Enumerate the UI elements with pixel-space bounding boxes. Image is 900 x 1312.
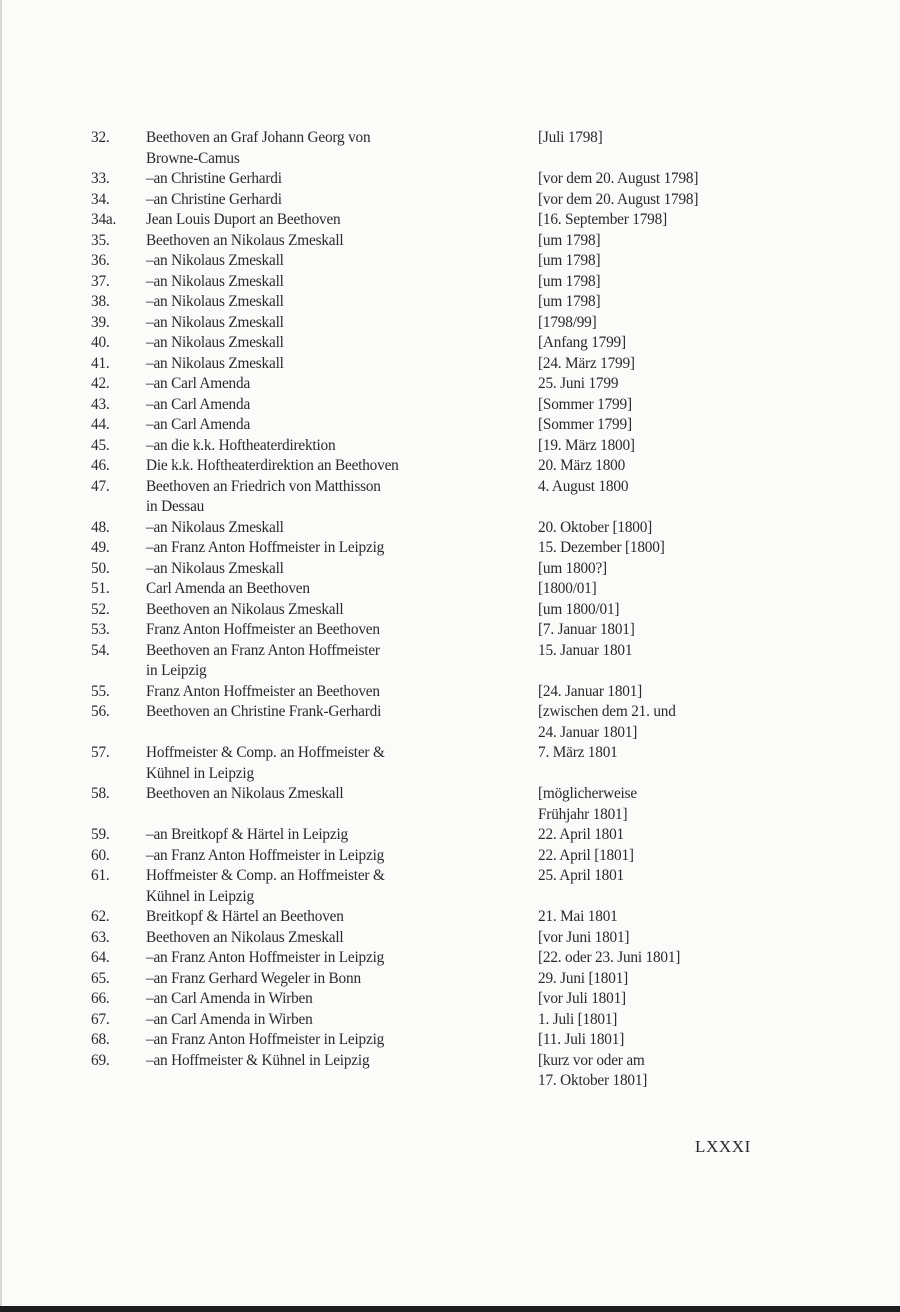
- entry-date: [vor dem 20. August 1798]: [538, 190, 699, 208]
- entry-correspondents: –an Carl Amenda in Wirben: [146, 990, 313, 1007]
- list-item: [91, 415, 771, 436]
- entry-correspondents: Beethoven an Nikolaus Zmeskall: [146, 785, 344, 802]
- entry-correspondents: –an Franz Anton Hoffmeister in Leipzig: [146, 949, 385, 966]
- list-item: [91, 1051, 771, 1092]
- entry-correspondents: –an Carl Amenda: [146, 375, 251, 392]
- entry-correspondents: –an die k.k. Hoftheaterdirektion: [146, 436, 336, 454]
- list-item: [91, 702, 771, 743]
- entry-number: 35.: [91, 231, 110, 249]
- list-item: [91, 784, 771, 825]
- entry-correspondents: Carl Amenda an Beethoven: [146, 580, 310, 597]
- entry-number: 37.: [91, 272, 110, 290]
- list-item: [91, 436, 771, 457]
- list-item: [91, 579, 771, 600]
- entry-correspondents: Breitkopf & Härtel an Beethoven: [146, 908, 344, 925]
- entry-number: 44.: [91, 416, 110, 433]
- entry-correspondents: –an Breitkopf & Härtel in Leipzig: [146, 826, 348, 843]
- list-item: [91, 190, 771, 211]
- entry-date: 21. Mai 1801: [538, 908, 618, 925]
- entry-correspondents: –an Nikolaus Zmeskall: [146, 354, 284, 372]
- entry-number: 63.: [91, 928, 110, 946]
- entry-number: 51.: [91, 580, 110, 597]
- entry-correspondents: –an Carl Amenda: [146, 395, 251, 413]
- list-item: [91, 231, 771, 252]
- entry-correspondents: –an Nikolaus Zmeskall: [146, 559, 284, 577]
- entry-date: [um 1798]: [538, 272, 601, 290]
- entry-number: 54.: [91, 641, 110, 659]
- entry-correspondents: Beethoven an Nikolaus Zmeskall: [146, 231, 344, 249]
- entry-date: [um 1800?]: [538, 559, 607, 577]
- entry-date: [1798/99]: [538, 313, 597, 331]
- entry-number: 59.: [91, 826, 110, 843]
- entry-number: 42.: [91, 375, 110, 392]
- entry-number: 47.: [91, 477, 110, 495]
- entry-number: 52.: [91, 600, 110, 618]
- entry-date: [22. oder 23. Juni 1801]: [538, 949, 681, 966]
- entry-correspondents: –an Franz Anton Hoffmeister in Leipzig: [146, 846, 385, 864]
- entry-correspondents: Beethoven an Friedrich von Matthisson in Dessau: [146, 477, 381, 515]
- list-item: [91, 928, 771, 949]
- entry-correspondents: –an Christine Gerhardi: [146, 190, 282, 208]
- entry-correspondents: Beethoven an Nikolaus Zmeskall: [146, 928, 344, 946]
- entry-correspondents: Beethoven an Graf Johann Georg von Browne-Camus: [146, 129, 371, 167]
- list-item: [91, 969, 771, 990]
- entry-date: [möglicherweise Frühjahr 1801]: [538, 785, 637, 823]
- list-item: [91, 251, 771, 272]
- entry-date: [um 1798]: [538, 252, 601, 269]
- entry-correspondents: Franz Anton Hoffmeister an Beethoven: [146, 682, 380, 700]
- list-item: [91, 395, 771, 416]
- entry-number: 36.: [91, 252, 110, 269]
- entry-number: 34.: [91, 190, 110, 208]
- list-item: [91, 456, 771, 477]
- entry-correspondents: –an Nikolaus Zmeskall: [146, 272, 284, 290]
- entry-correspondents: Die k.k. Hoftheaterdirektion an Beethoven: [146, 457, 399, 474]
- entry-number: 55.: [91, 682, 110, 700]
- list-item: [91, 354, 771, 375]
- entry-number: 39.: [91, 313, 110, 331]
- list-item: [91, 272, 771, 293]
- entry-date: [1800/01]: [538, 580, 597, 597]
- entry-number: 32.: [91, 129, 110, 146]
- entry-correspondents: –an Nikolaus Zmeskall: [146, 313, 284, 331]
- list-item: [91, 907, 771, 928]
- entry-date: [um 1798]: [538, 231, 601, 249]
- entry-correspondents: –an Christine Gerhardi: [146, 170, 282, 187]
- list-item: [91, 210, 771, 231]
- page-edge-bottom: [0, 1306, 900, 1312]
- entry-number: 57.: [91, 744, 110, 761]
- entry-correspondents: –an Franz Anton Hoffmeister in Leipzig: [146, 1031, 385, 1048]
- list-item: [91, 313, 771, 334]
- page-number: LXXXI: [695, 1137, 751, 1156]
- list-item: [91, 292, 771, 313]
- entry-date: [zwischen dem 21. und 24. Januar 1801]: [538, 703, 676, 741]
- entry-date: 7. März 1801: [538, 744, 618, 761]
- entry-number: 56.: [91, 703, 110, 720]
- entry-correspondents: Jean Louis Duport an Beethoven: [146, 211, 341, 228]
- entry-date: [um 1800/01]: [538, 600, 620, 618]
- entry-number: 62.: [91, 908, 110, 925]
- entry-number: 48.: [91, 518, 110, 536]
- entry-number: 41.: [91, 354, 110, 372]
- list-item: [91, 846, 771, 867]
- list-item: [91, 333, 771, 354]
- entry-correspondents: –an Nikolaus Zmeskall: [146, 293, 284, 310]
- entry-correspondents: –an Nikolaus Zmeskall: [146, 252, 284, 269]
- list-item: [91, 948, 771, 969]
- entry-date: [Juli 1798]: [538, 129, 603, 146]
- list-item: [91, 682, 771, 703]
- entry-date: [vor Juli 1801]: [538, 990, 626, 1007]
- list-item: [91, 518, 771, 539]
- list-item: [91, 989, 771, 1010]
- entry-date: [Anfang 1799]: [538, 334, 626, 351]
- list-item: [91, 866, 771, 907]
- entry-correspondents: Beethoven an Christine Frank-Gerhardi: [146, 703, 382, 720]
- entry-number: 60.: [91, 846, 110, 864]
- entry-number: 43.: [91, 395, 110, 413]
- list-item: [91, 1010, 771, 1031]
- entry-date: 1. Juli [1801]: [538, 1010, 618, 1028]
- entry-date: [um 1798]: [538, 293, 601, 310]
- entry-number: 38.: [91, 293, 110, 310]
- entry-correspondents: –an Nikolaus Zmeskall: [146, 334, 284, 351]
- list-item: [91, 825, 771, 846]
- entry-date: 25. Juni 1799: [538, 375, 619, 392]
- entry-correspondents: Beethoven an Nikolaus Zmeskall: [146, 600, 344, 618]
- entry-date: [7. Januar 1801]: [538, 621, 635, 638]
- entry-correspondents: Hoffmeister & Comp. an Hoffmeister & Kühnel in Leipzig: [146, 744, 385, 782]
- list-item: [91, 374, 771, 395]
- page-edge-left: [0, 0, 2, 1312]
- entry-number: 68.: [91, 1031, 110, 1048]
- entry-correspondents: Franz Anton Hoffmeister an Beethoven: [146, 621, 380, 638]
- list-item: [91, 128, 771, 169]
- entry-date: 29. Juni [1801]: [538, 969, 629, 987]
- entry-date: 15. Januar 1801: [538, 641, 633, 659]
- entry-number: 69.: [91, 1051, 110, 1069]
- entry-date: [Sommer 1799]: [538, 395, 632, 413]
- list-item: [91, 538, 771, 559]
- entry-number: 45.: [91, 436, 110, 454]
- entry-correspondents: –an Carl Amenda in Wirben: [146, 1010, 313, 1028]
- entry-correspondents: –an Hoffmeister & Kühnel in Leipzig: [146, 1051, 370, 1069]
- entry-date: 15. Dezember [1800]: [538, 539, 665, 556]
- entry-date: 20. Oktober [1800]: [538, 518, 653, 536]
- entry-number: 40.: [91, 334, 110, 351]
- entry-number: 34a.: [91, 211, 117, 228]
- list-item: [91, 641, 771, 682]
- entry-number: 46.: [91, 457, 110, 474]
- entry-date: [vor dem 20. August 1798]: [538, 170, 699, 187]
- list-item: [91, 600, 771, 621]
- entry-number: 50.: [91, 559, 110, 577]
- entry-number: 33.: [91, 170, 110, 187]
- entry-date: [16. September 1798]: [538, 211, 667, 228]
- entry-correspondents: Beethoven an Franz Anton Hoffmeister in Leipzig: [146, 641, 380, 679]
- entry-number: 66.: [91, 990, 110, 1007]
- entry-date: [11. Juli 1801]: [538, 1031, 625, 1048]
- entry-correspondents: Hoffmeister & Comp. an Hoffmeister & Kühnel in Leipzig: [146, 867, 385, 905]
- list-item: [91, 477, 771, 518]
- entry-date: [kurz vor oder am 17. Oktober 1801]: [538, 1051, 648, 1089]
- entry-number: 49.: [91, 539, 110, 556]
- entry-number: 64.: [91, 949, 110, 966]
- entry-date: 25. April 1801: [538, 867, 625, 884]
- entry-date: 22. April 1801: [538, 826, 625, 843]
- list-item: [91, 1030, 771, 1051]
- entry-correspondents: –an Franz Gerhard Wegeler in Bonn: [146, 969, 361, 987]
- list-item: [91, 169, 771, 190]
- entry-number: 53.: [91, 621, 110, 638]
- entry-date: [vor Juni 1801]: [538, 928, 630, 946]
- entry-date: 4. August 1800: [538, 477, 629, 495]
- entry-correspondents: –an Nikolaus Zmeskall: [146, 518, 284, 536]
- entry-date: [19. März 1800]: [538, 436, 635, 454]
- entry-number: 61.: [91, 867, 110, 884]
- entry-number: 65.: [91, 969, 110, 987]
- entry-correspondents: –an Carl Amenda: [146, 416, 251, 433]
- list-item: [91, 743, 771, 784]
- entry-date: [Sommer 1799]: [538, 416, 632, 433]
- list-item: [91, 620, 771, 641]
- entry-correspondents: –an Franz Anton Hoffmeister in Leipzig: [146, 539, 385, 556]
- letter-list: [91, 128, 771, 1092]
- entry-date: 20. März 1800: [538, 457, 626, 474]
- entry-date: [24. Januar 1801]: [538, 682, 643, 700]
- entry-date: [24. März 1799]: [538, 354, 635, 372]
- entry-date: 22. April [1801]: [538, 846, 634, 864]
- entry-number: 67.: [91, 1010, 110, 1028]
- list-item: [91, 559, 771, 580]
- entry-number: 58.: [91, 785, 110, 802]
